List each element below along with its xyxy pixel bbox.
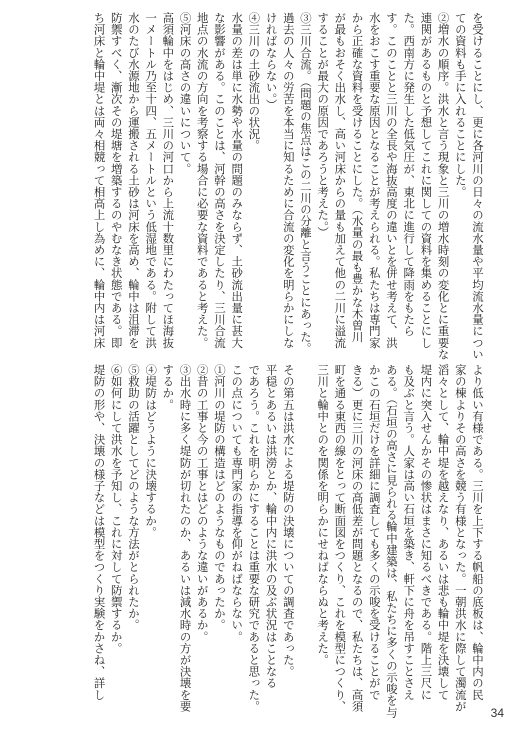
upper-text-line: ち河床と輪中堤とは両々相競って相高上し為めに、輪中内は河床	[92, 12, 107, 349]
lower-text-line: 町を通る東西の線をとって断面図をつくり、これを模型につくり、	[333, 364, 348, 712]
lower-text-line: 平穏とあるいは洪澇とか、輪中内に洪水の及ぶ状況はことなる	[264, 364, 279, 689]
lower-text-line: ①河川の堤防の構造はどのようなものであったか。	[212, 364, 227, 631]
lower-text-line: 堤内に突入せんかその惨状はまさに知るべきである。階上三尺に	[419, 364, 434, 701]
lower-text-line: かこの石垣だけを詳細に調査しても多くの示唆を受けることがで	[367, 364, 382, 701]
upper-text-line: することが最大の原因であろうと考えた。）	[316, 12, 331, 239]
lower-text-line	[297, 364, 314, 700]
upper-text-line: 水量の差は単に水勢や水量の問題のみならず、土砂流出量に甚大	[230, 12, 245, 349]
upper-text-line: 高須輪中をはじめ、三川の河口から上流十数里にわたってほ海抜	[161, 12, 176, 349]
upper-text-line: が最もおそく出水し、高い河床からの量も加えて他の二川に溢流	[333, 12, 348, 349]
lower-text-line: 堤防の形や、決壊の様子などは模型をつくり実験をかさね、詳し	[92, 364, 107, 701]
lower-text-line: きる）更に三川の河床の高低差が問題となるので、私たちは、高須	[350, 364, 365, 712]
upper-text-line: ての資料も手に入れることにした。	[453, 12, 468, 198]
lower-text-line: も及ぶと言う。人家は高い石垣を築き、軒下に舟を吊すことさえ	[402, 364, 417, 701]
upper-text-line: 水のたび水源地から運搬される土砂は河床を高め、輪中は沮滞を	[126, 12, 141, 349]
upper-text-line: 過去の人々の労苦を本当に知るために合流の変化を明らかにしな	[281, 12, 296, 349]
lower-text-line: ⑤救助の活躍としてどのような方法がとられたか。	[126, 364, 141, 631]
text-block-lower	[26, 364, 486, 718]
upper-text-line: 水をおこす重要な原因となることが考えられる。私たちは専門家	[367, 12, 382, 349]
lower-text-line: その第五は洪水による堤防の決壊についての調査であった。	[281, 364, 296, 678]
upper-text-line: から正確な資料を受けることにした。（水量の最も豊かな木曽川	[350, 12, 365, 343]
lower-text-line: であろう。これを明らかにすることは重要な研究であると思った。	[247, 364, 262, 712]
lower-text-line: ⑥如何にして洪水を予知し、これに対して防禦するか。	[109, 364, 124, 654]
upper-text-line: 一メートル乃至十四、五メートルという低湿地である。附して洪	[144, 12, 159, 349]
lower-text-line: ②昔の工事と今の工事とはどのような違いがあるか。	[195, 364, 210, 643]
upper-text-line: 防禦すべく、漸次その堤塘を増築するのやむなき状態である。即	[109, 12, 124, 349]
lower-text-line: より低い有様である。三川を上下する帆船の底板は、輪中内の民	[471, 364, 485, 701]
upper-text-line: な影響がある。このことは、河幹の高さを決定したり、三川合流	[212, 12, 227, 349]
lower-text-line: するか。	[161, 364, 176, 411]
lower-text-line: ③出水時に多く堤防が切れたのか、あるいは減水時の方が決壊を要	[178, 364, 193, 712]
page-number: 34	[490, 706, 504, 720]
upper-text-line: す。このことと三川の全長や海抜高度の違いとを併せ考えて、洪	[384, 12, 399, 349]
upper-text-line: ③三川合流。（問題の焦点はこの二川の分離と言うことにあった。	[298, 12, 313, 355]
lower-text-line: ④堤防はどうように決壊するか。	[144, 364, 159, 538]
lower-text-line: ある。（石垣の高さに見られる輪中建築は、私たちに多くの示唆を与	[384, 364, 399, 718]
text-block-upper	[26, 12, 486, 360]
upper-text-line: ⑤河床の高さの違いについて。	[178, 12, 193, 175]
lower-text-line: 滔々として、輪中堤を越えなり、あるいは悲も輪中堤を決壊して	[436, 364, 451, 701]
lower-text-line: 家の棟よりその高さを競う有様となった。一朝洪水に際して濁流が	[453, 364, 468, 712]
upper-text-line: ②増水の順序。洪水と言う現象と三川の増水時刻の変化とに重要な	[436, 12, 451, 360]
upper-text-line: 地点の水流の方向を考察する場合に必要な資料であると考えた。	[195, 12, 210, 349]
lower-text-line: 三川と輪中とのを関係を明らかにせねばならぬと考えた。	[316, 364, 331, 666]
upper-text-line: ④三川の土砂流出の状況。	[247, 12, 262, 152]
upper-text-line: た。西南方に発生した低気圧が、東北に進行して降雨をもたら	[402, 12, 417, 337]
upper-text-line: ければならない。）	[264, 12, 279, 111]
lower-text-line: この点についても専門家の指導を仰がねばならない。	[230, 364, 245, 643]
upper-text-line: を受けることにし、更に各河川の日々の流水量や平均流水量につい	[471, 12, 485, 360]
upper-text-line: 連関があるものと予想してこれに関しての資料を集めることにし	[419, 12, 434, 349]
